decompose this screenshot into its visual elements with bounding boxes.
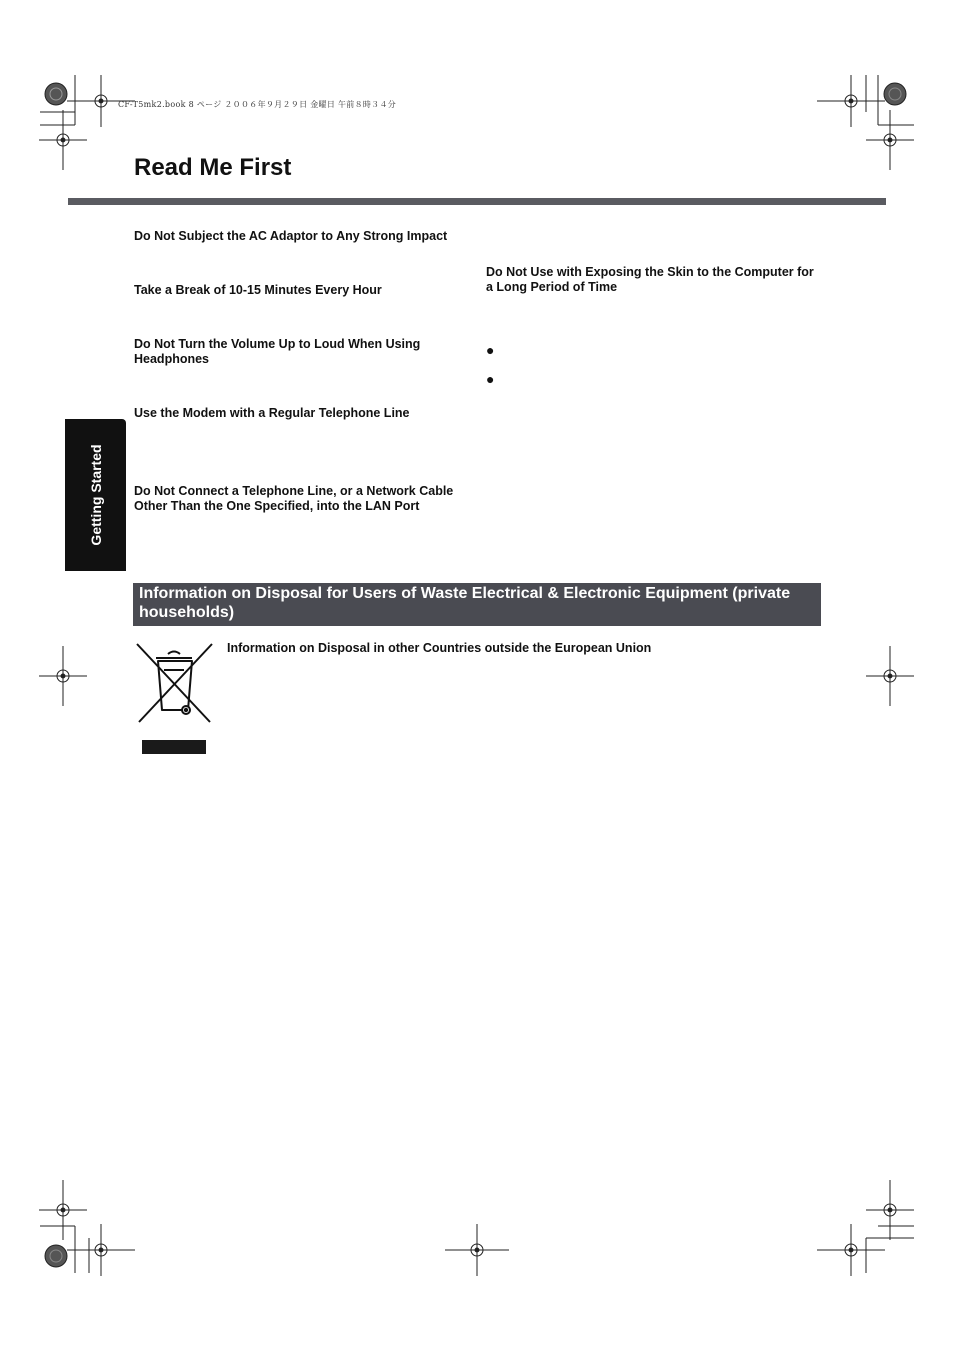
bullet-point: ● bbox=[486, 342, 495, 358]
print-info: CF-T5mk2.book 8 ページ ２００６年９月２９日 金曜日 午前８時３４分 bbox=[118, 100, 397, 109]
bin-underline-bar bbox=[142, 740, 206, 754]
section-banner-disposal: Information on Disposal for Users of Waste Electrical & Electronic Equipment (private households) bbox=[133, 583, 821, 626]
heading-modem-telephone-line: Use the Modem with a Regular Telephone Line bbox=[134, 406, 410, 420]
heading-disposal-outside-eu: Information on Disposal in other Countries outside the European Union bbox=[227, 641, 652, 655]
side-tab-getting-started bbox=[65, 419, 126, 571]
page-title: Read Me First bbox=[134, 154, 292, 181]
heading-take-a-break: Take a Break of 10-15 Minutes Every Hour bbox=[134, 283, 382, 297]
side-tab-label: Getting Started bbox=[87, 444, 104, 546]
heading-skin-exposure: Do Not Use with Exposing the Skin to the Computer for a Long Period of Time bbox=[486, 265, 814, 294]
crossed-out-wheelie-bin-icon bbox=[134, 640, 214, 726]
heading-ac-adaptor-impact: Do Not Subject the AC Adaptor to Any Strong Impact bbox=[134, 229, 448, 243]
heading-headphone-volume: Do Not Turn the Volume Up to Loud When Using Headphones bbox=[134, 337, 421, 366]
title-rule bbox=[68, 198, 886, 205]
heading-lan-port-warning: Do Not Connect a Telephone Line, or a Network Cable Other Than the One Specified, into the LAN Port bbox=[134, 484, 454, 513]
bullet-point: ● bbox=[486, 371, 495, 387]
